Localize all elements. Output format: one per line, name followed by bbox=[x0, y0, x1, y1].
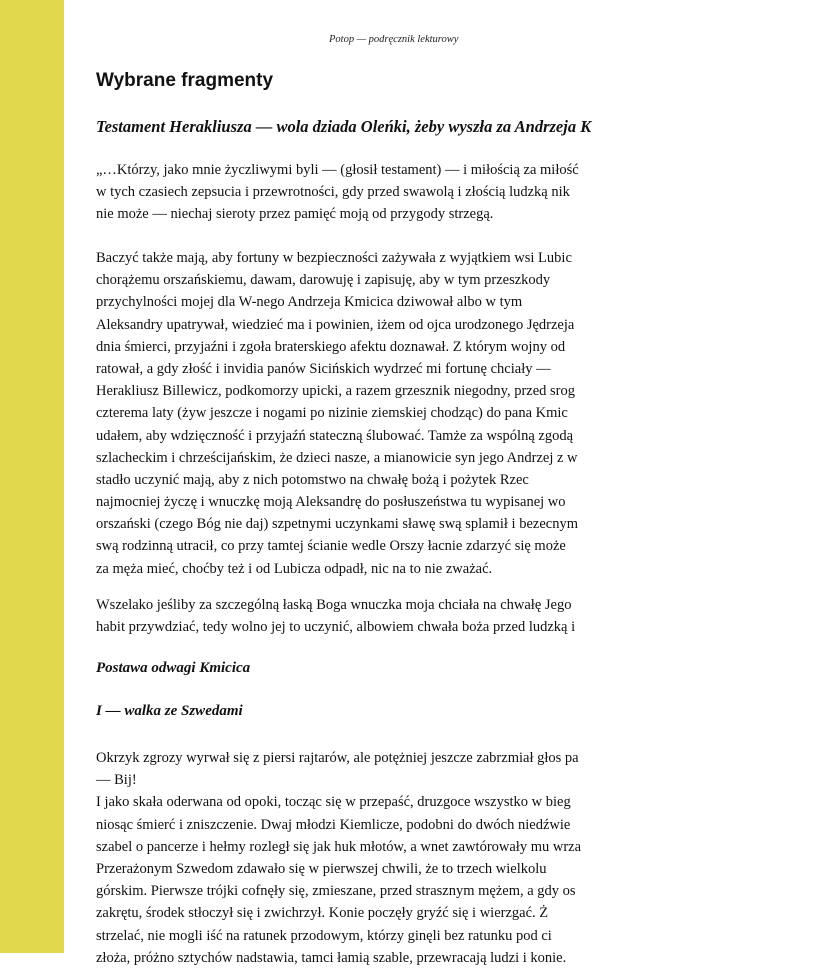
text-line: Okrzyk zgrozy wyrwał się z piersi rajtarów, ale potężniej jeszcze zabrzmiał głos pa bbox=[96, 750, 579, 766]
text-line: Aleksandry upatrywał, wiedzieć ma i powinien, iżem od ojca urodzonego Jędrzeja bbox=[96, 316, 575, 333]
text-line: I jako skała oderwana od opoki, tocząc się w przepaść, druzgoce wszystko w bieg bbox=[96, 794, 571, 811]
text-line: szlacheckim i chrześcijańskim, że dzieci nasze, a mianowicie syn jego Andrzej z w bbox=[96, 449, 578, 466]
text-line: górskim. Pierwsze trójki cofnęły się, zmieszane, przed strasznym mężem, a gdy os bbox=[96, 883, 576, 900]
text-line: habit przywdziać, tedy wolno jej to uczynić, albowiem chwała boża przed ludzką i bbox=[96, 619, 576, 636]
text-line: najmocniej życzę i wnuczkę moją Aleksandrę do posłuszeństwa tu wypisanej wo bbox=[96, 494, 566, 511]
text-line: zakrętu, środek stłoczył się i zwichrzył. Konie poczęły gryźć się i wierzgać. Ż bbox=[96, 905, 549, 922]
text-line: — Bij! bbox=[96, 772, 137, 789]
section-title: Wybrane fragmenty bbox=[96, 70, 274, 91]
text-line: orszański (czego Bóg nie daj) szpetnymi uczynkami sławę swą splamił i bezecnym bbox=[96, 516, 578, 533]
text-line: swą rodzinną utracił, co przy tamtej ścianie wedle Orszy łacnie zdarzyć się może bbox=[96, 538, 566, 555]
text-line: dnia śmierci, przyjaźni i zgoła braterskiego afektu doznawał. Z którym wojny od bbox=[96, 338, 566, 355]
text-line: przychylności mojej dla W-nego Andrzeja Kmicica dziwował albo w tym bbox=[96, 294, 523, 311]
subheading-testament: Testament Herakliusza — wola dziada Oleńki, żeby wyszła za Andrzeja K bbox=[96, 117, 592, 136]
text-line: złoża, próżno sztychów nadstawia, tamci łamią szable, przewracają ludzi i konie. bbox=[96, 949, 567, 966]
text-line: chorążemu orszańskiemu, dawam, darowuję i zapisuję, aby w tym przeszkody bbox=[96, 272, 551, 289]
subheading-battle: I — walka ze Szwedami bbox=[96, 703, 243, 719]
text-line: udałem, aby wdzięczność i przyjaźń stateczną ślubować. Tamże za wspólną zgodą bbox=[96, 427, 574, 444]
paragraph-2 bbox=[96, 247, 578, 580]
text-line: Przerażonym Szwedom zdawało się w pierwszej chwili, że to trzech wielkolu bbox=[96, 860, 547, 877]
text-line: niosąc śmierć i zniszczenie. Dwaj młodzi Kiemlicze, podobni do dwóch niedźwie bbox=[96, 816, 571, 833]
text-line: Herakliusz Billewicz, podkomorzy upicki, a razem grzesznik niegodny, przed srog bbox=[96, 383, 576, 400]
paragraph-1 bbox=[96, 159, 579, 226]
text-line: „…Którzy, jako mnie życzliwymi byli — (głosił testament) — i miłością za miłość bbox=[96, 162, 579, 178]
paragraph-3 bbox=[96, 594, 575, 638]
text-line: strzelać, nie mogli iść na ratunek przodowym, którzy ginęli bez ratunku pod ci bbox=[96, 927, 552, 944]
text-line: szabel o pancerze i hełmy rozległ się jak huk młotów, a wnet zawtórowały mu wrza bbox=[96, 838, 582, 855]
text-line: Baczyć także mają, aby fortuny w bezpieczności zażywała z wyjątkiem wsi Lubic bbox=[96, 250, 572, 266]
paragraph-4 bbox=[96, 747, 581, 969]
text-line: za męża mieć, choćby też i od Lubicza odpadł, nic na to nie zważać. bbox=[96, 560, 493, 577]
text-line: Wszelako jeśliby za szczególną łaską Boga wnuczka moja chciała na chwałę Jego bbox=[96, 597, 572, 613]
text-line: czterema laty (żyw jeszcze i nogami po nizinie ziemskiej chodząc) do pana Kmic bbox=[96, 405, 568, 422]
text-line: ratował, a gdy złość i invidia panów Sicińskich wydrzeć mi fortunę chciały — bbox=[96, 360, 551, 377]
text-line: nie może — niechaj sieroty przez pamięć moją od przygody strzegą. bbox=[96, 206, 494, 223]
sidebar-color-band bbox=[0, 0, 64, 953]
subheading-courage: Postawa odwagi Kmicica bbox=[96, 660, 251, 676]
running-header: Potop — podręcznik lekturowy bbox=[329, 34, 459, 45]
text-line: w tych czasiech zepsucia i przewrotności, gdy przed swawolą i złością ludzką nik bbox=[96, 184, 570, 201]
text-line: stadło uczynić mają, aby z nich potomstwo na chwałę bożą i pożytek Rzec bbox=[96, 471, 529, 488]
